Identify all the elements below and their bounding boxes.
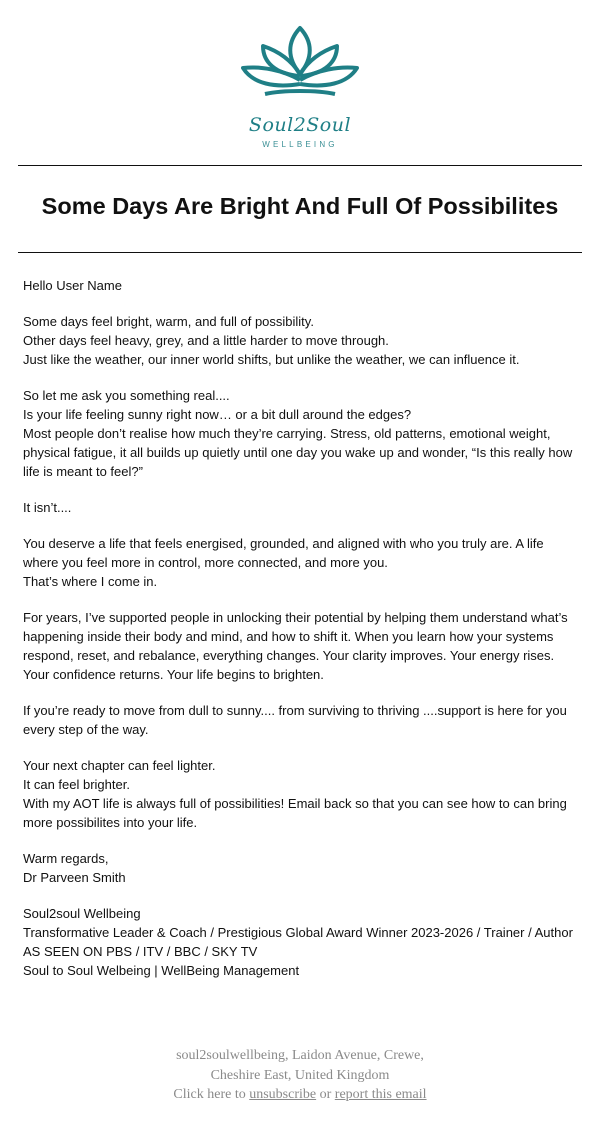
paragraph — [23, 498, 579, 517]
footer-links — [0, 1085, 600, 1105]
unsubscribe-link[interactable]: unsubscribe — [249, 1087, 317, 1102]
top-divider — [18, 165, 582, 166]
signature-company: Soul2soul Wellbeing — [23, 906, 141, 921]
paragraph-line: Your next chapter can feel lighter. — [23, 758, 216, 773]
email-headline: Some Days Are Bright And Full Of Possibilites — [41, 193, 559, 219]
logo-script-text: Soul2Soul — [248, 114, 352, 136]
signoff-name: Dr Parveen Smith — [23, 870, 126, 885]
email-body — [23, 276, 579, 997]
paragraph — [23, 608, 579, 684]
email-footer — [0, 1046, 600, 1105]
signature-media: AS SEEN ON PBS / ITV / BBC / SKY TV — [23, 944, 258, 959]
footer-prefix: Click here to — [173, 1087, 246, 1102]
paragraph-line: Most people don’t realise how much they’re carrying. Stress, old patterns, emotional weight, physical fatigue, it all builds up quietly until one day you wake up and wonder, “Is this really how life is meant to feel?” — [23, 426, 573, 479]
paragraph — [23, 312, 579, 369]
paragraph-line: Just like the weather, our inner world shifts, but unlike the weather, we can influence it. — [23, 352, 520, 367]
signoff-closing: Warm regards, — [23, 851, 109, 866]
paragraph-line: It isn’t.... — [23, 500, 72, 515]
paragraph-line: If you’re ready to move from dull to sunny.... from surviving to thriving ....support is here for you every step of the way. — [23, 703, 567, 737]
logo-subtitle: WELLBEING — [262, 140, 338, 149]
signature-block — [23, 904, 579, 980]
lotus-icon — [235, 24, 365, 114]
greeting: Hello User Name — [23, 278, 122, 293]
paragraph-line: Is your life feeling sunny right now… or a bit dull around the edges? — [23, 407, 412, 422]
paragraph-line: It can feel brighter. — [23, 777, 130, 792]
footer-address-line: Cheshire East, United Kingdom — [210, 1067, 390, 1083]
paragraph-line: You deserve a life that feels energised, grounded, and aligned with who you truly are. A life where you feel more in control, more connected, and more you. — [23, 536, 544, 570]
paragraph-line: For years, I’ve supported people in unlocking their potential by helping them understand what’s happening inside their body and mind, and how to shift it. When you learn how your systems respond, reset, and rebalance, everything changes. Your clarity improves. Your energy rises. Your confidence returns. Your life begins to brighten. — [23, 610, 568, 682]
paragraph — [23, 534, 579, 591]
paragraph — [23, 756, 579, 832]
paragraph — [23, 386, 579, 481]
bottom-divider — [18, 252, 582, 253]
paragraph-line: Other days feel heavy, grey, and a little harder to move through. — [23, 333, 389, 348]
paragraph-line: That’s where I come in. — [23, 574, 158, 589]
paragraph-line: So let me ask you something real.... — [23, 388, 230, 403]
signature-tagline: Soul to Soul Welbeing | WellBeing Management — [23, 963, 300, 978]
footer-address-line: soul2soulwellbeing, Laidon Avenue, Crewe, — [176, 1048, 424, 1063]
signoff — [23, 849, 579, 887]
brand-logo — [0, 18, 600, 158]
footer-or: or — [319, 1087, 332, 1102]
paragraph-line: With my AOT life is always full of possibilities! Email back so that you can see how to can bring more possibilites into your life. — [23, 796, 567, 830]
paragraph-line: Some days feel bright, warm, and full of possibility. — [23, 314, 314, 329]
report-email-link[interactable]: report this email — [334, 1087, 427, 1102]
paragraph — [23, 701, 579, 739]
signature-credentials: Transformative Leader & Coach / Prestigious Global Award Winner 2023-2026 / Trainer / Author — [23, 925, 573, 940]
